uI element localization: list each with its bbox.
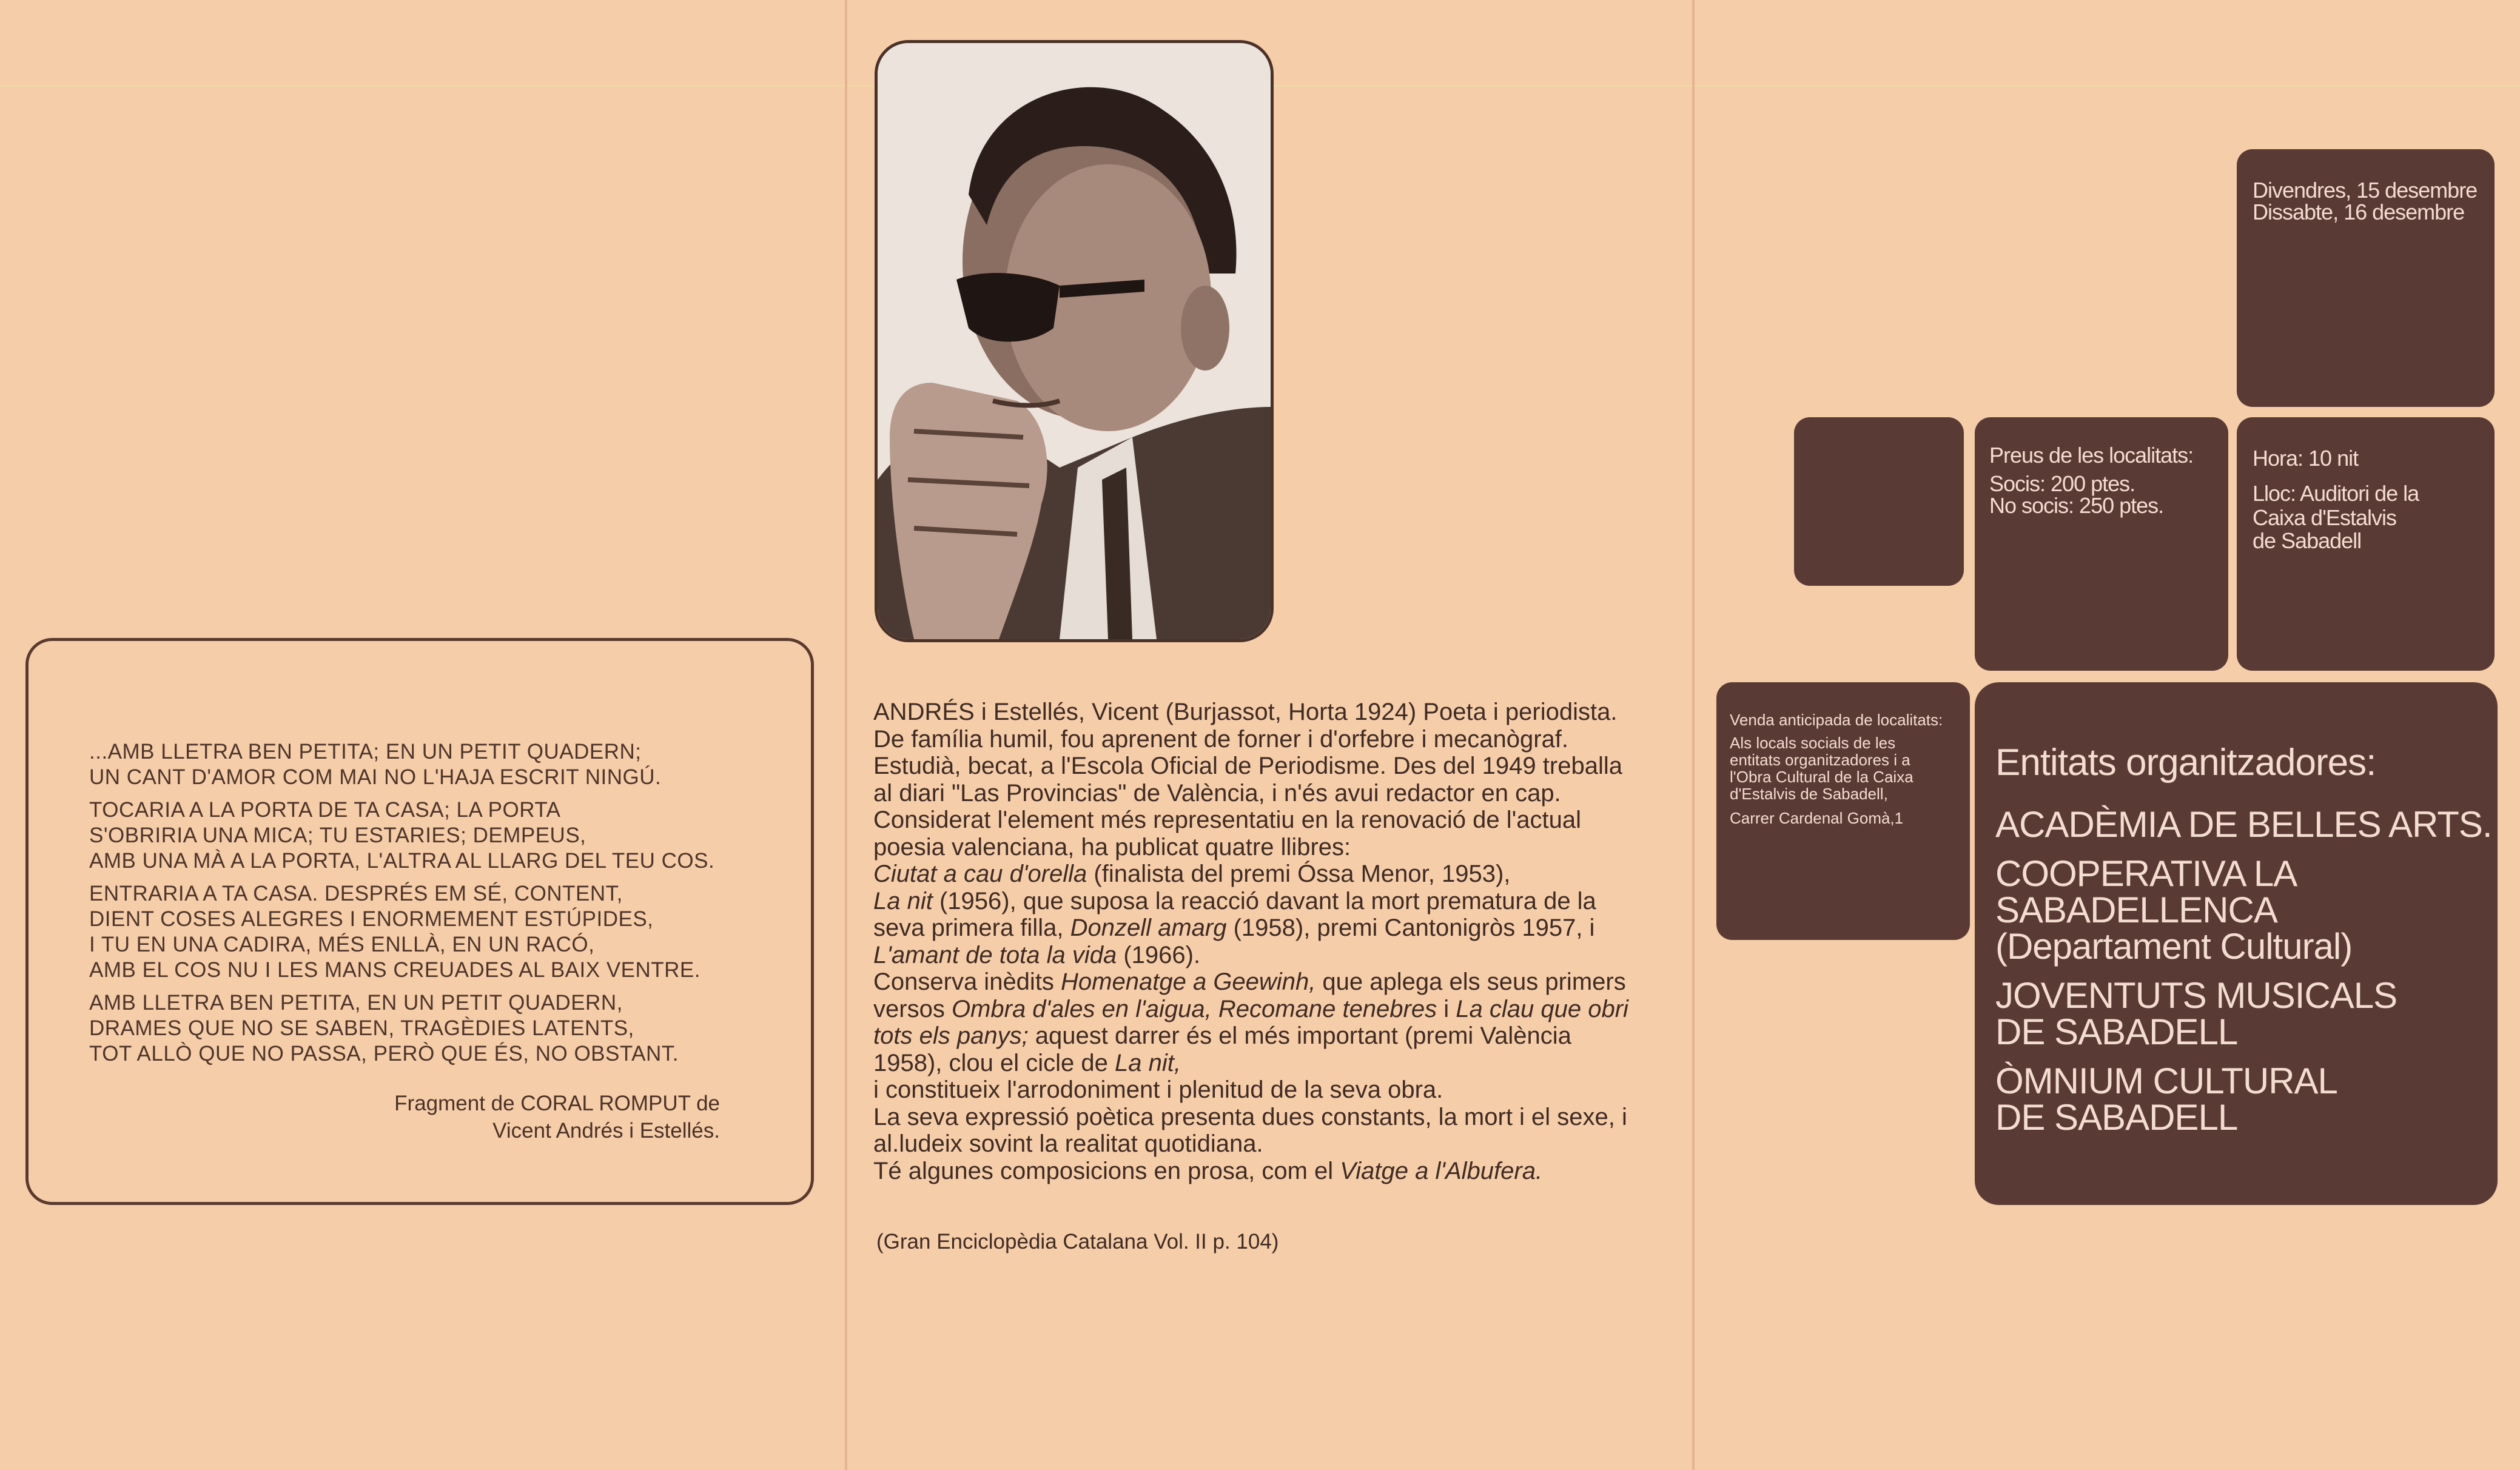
bio-text: La seva expressió poètica presenta dues constants, la mort i el sexe, i al.ludeix sovint la realitat quotidiana. xyxy=(873,1103,1627,1157)
event-time: Hora: 10 nit xyxy=(2253,446,2359,471)
presale-line: Als locals socials de les xyxy=(1730,734,1896,752)
organizer-3-line-1: JOVENTUTS MUSICALS xyxy=(1995,975,2397,1016)
poem-stanza-1 xyxy=(89,739,811,790)
organizers-title: Entitats organitzadores: xyxy=(1995,742,2376,784)
organizer-2-line-2: SABADELLENCA xyxy=(1995,890,2277,930)
book-title: La clau que obri tots els panys; xyxy=(873,995,1628,1049)
bio-text: (1956), que suposa la reacció davant la mort prematura de la seva primera filla, xyxy=(873,887,1596,941)
presale-line: Carrer Cardenal Gomà,1 xyxy=(1730,809,1904,827)
bio-text: (1958), premi Cantonigròs 1957, i xyxy=(1226,915,1595,941)
prices-title: Preus de les localitats: xyxy=(1989,443,2194,468)
presale-line: l'Obra Cultural de la Caixa xyxy=(1730,768,1914,786)
poem-line: UN CANT D'AMOR COM MAI NO L'HAJA ESCRIT NINGÚ. xyxy=(89,765,662,789)
book-title: Viatge a l'Albufera. xyxy=(1340,1157,1543,1184)
poem-credit xyxy=(394,1090,720,1144)
poem-line: I TU EN UNA CADIRA, MÉS ENLLÀ, EN UN RACÓ, xyxy=(89,933,595,956)
poem-line: TOT ALLÒ QUE NO PASSA, PERÒ QUE ÉS, NO OBSTANT. xyxy=(89,1042,679,1066)
presale-line: d'Estalvis de Sabadell, xyxy=(1730,785,1888,803)
bio-text: Té algunes composicions en prosa, com el xyxy=(873,1157,1340,1184)
date-line-1: Divendres, 15 desembre xyxy=(2253,178,2478,203)
presale-box xyxy=(1716,682,1970,940)
book-title: Ombra d'ales en l'aigua, Recomane tenebres xyxy=(951,995,1437,1022)
price-members: Socis: 200 ptes. xyxy=(1989,471,2135,496)
biography-text xyxy=(873,699,1628,1184)
bio-text: i xyxy=(1437,995,1456,1022)
event-place-2: Caixa d'Estalvis xyxy=(2253,505,2396,530)
bio-text: (1966). xyxy=(1117,941,1201,968)
bio-text: ANDRÉS i Estellés, Vicent (Burjassot, Horta 1924) Poeta i periodista. De família humil, fou aprenent de forner i d'orfebre i mecanògraf. Estudià, becat, a l'Escola Oficial de Periodisme. Des del 1949 treballa al diari "Las Provincias" de València, i n'és avui redactor en cap. Considerat l'element més representatiu en la renovació de l'actual poesia valenciana, ha publicat quatre llibres: xyxy=(873,699,1622,861)
credit-line: Fragment de CORAL ROMPUT de xyxy=(394,1092,720,1115)
event-place-1: Lloc: Auditori de la xyxy=(2253,481,2419,506)
bio-text: (finalista del premi Óssa Menor, 1953), xyxy=(1087,861,1511,887)
poem-box xyxy=(25,638,814,1205)
bio-source: (Gran Enciclopèdia Catalana Vol. II p. 104) xyxy=(876,1230,1279,1254)
fold-line-left xyxy=(845,0,847,1470)
book-title: Homenatge a Geewinh, xyxy=(1061,968,1316,995)
time-place-box xyxy=(2237,417,2495,671)
credit-line: Vicent Andrés i Estellés. xyxy=(492,1119,720,1143)
date-line-2: Dissabte, 16 desembre xyxy=(2253,200,2465,224)
poem-text xyxy=(89,739,811,1074)
book-title: Ciutat a cau d'orella xyxy=(873,861,1087,887)
bio-text: aquest darrer és el més important (premi València 1958), clou el cicle de xyxy=(873,1022,1571,1076)
date-box xyxy=(2237,149,2495,407)
price-nonmembers: No socis: 250 ptes. xyxy=(1989,493,2164,518)
poem-line: AMB UNA MÀ A LA PORTA, L'ALTRA AL LLARG DEL TEU COS. xyxy=(89,849,715,873)
organizer-2-line-1: COOPERATIVA LA xyxy=(1995,853,2297,894)
bio-text: que aplega els seus primers versos xyxy=(873,968,1626,1022)
bio-paragraph xyxy=(873,699,1628,1184)
poem-line: DRAMES QUE NO SE SABEN, TRAGÈDIES LATENTS, xyxy=(89,1016,634,1040)
book-title: La nit, xyxy=(1115,1049,1181,1076)
poem-line: TOCARIA A LA PORTA DE TA CASA; LA PORTA xyxy=(89,798,561,822)
poem-stanza-4 xyxy=(89,990,811,1067)
presale-line: Venda anticipada de localitats: xyxy=(1730,711,1943,729)
book-title: La nit xyxy=(873,887,933,915)
poem-stanza-3 xyxy=(89,881,811,983)
book-title: Donzell amarg xyxy=(1070,915,1227,941)
poem-line: ENTRARIA A TA CASA. DESPRÉS EM SÉ, CONTENT, xyxy=(89,882,623,905)
event-place-3: de Sabadell xyxy=(2253,528,2362,553)
presale-line: entitats organitzadores i a xyxy=(1730,751,1910,769)
organizers-box xyxy=(1975,682,2498,1205)
portrait-photo xyxy=(875,40,1274,642)
bio-text: Conserva inèdits xyxy=(873,968,1061,995)
portrait-photo-icon xyxy=(878,43,1271,639)
poem-line: S'OBRIRIA UNA MICA; TU ESTARIES; DEMPEUS, xyxy=(89,824,586,847)
organizer-3-line-2: DE SABADELL xyxy=(1995,1012,2238,1052)
book-title: L'amant de tota la vida xyxy=(873,941,1117,968)
prices-box xyxy=(1975,417,2228,671)
organizer-1: ACADÈMIA DE BELLES ARTS. xyxy=(1995,804,2492,845)
blank-box xyxy=(1794,417,1964,586)
bio-text: i constitueix l'arrodoniment i plenitud de la seva obra. xyxy=(873,1076,1443,1103)
poem-stanza-2 xyxy=(89,797,811,874)
poem-line: AMB EL COS NU I LES MANS CREUADES AL BAIX VENTRE. xyxy=(89,958,701,982)
fold-line-right xyxy=(1692,0,1695,1470)
organizer-2-line-3: (Departament Cultural) xyxy=(1995,926,2353,967)
organizer-4-line-1: ÒMNIUM CULTURAL xyxy=(1995,1061,2337,1101)
poem-line: ...AMB LLETRA BEN PETITA; EN UN PETIT QUADERN; xyxy=(89,740,642,764)
poem-line: AMB LLETRA BEN PETITA, EN UN PETIT QUADERN, xyxy=(89,991,623,1015)
organizer-4-line-2: DE SABADELL xyxy=(1995,1097,2238,1138)
poem-line: DIENT COSES ALEGRES I ENORMEMENT ESTÚPIDES, xyxy=(89,907,654,931)
